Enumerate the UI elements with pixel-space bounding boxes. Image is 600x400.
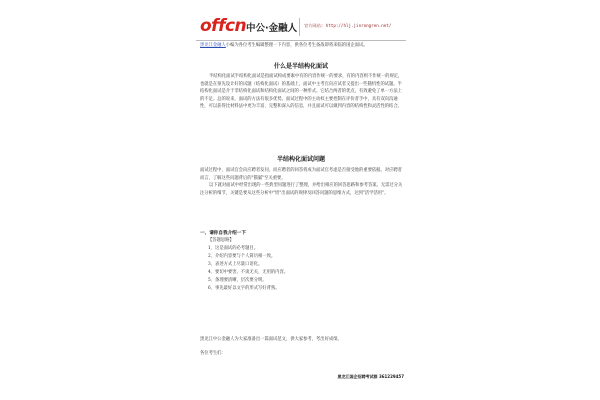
greeting-line: 各位考生们：	[200, 351, 226, 356]
section1-body	[200, 73, 404, 111]
exam-group-footer: 黑龙江国企招聘考试群 361229457	[337, 374, 404, 379]
list-item: 3、表述方式上尽量口语化。	[208, 262, 263, 267]
list-item: 1、这是面试的必考题目。	[208, 246, 258, 251]
list-item: 4、要切中要害，不谈无关、无用的内容。	[208, 270, 289, 275]
question1-title: 一、请你自我介绍一下	[200, 231, 246, 236]
section2-paragraph-1: 面试过程中，面试官会向应聘者发问，而应聘者的回答将成为面试官考虑是否接受他的重要依据。对应聘者而言，了解这些问题背后的"猫腻"至关重要。	[200, 168, 402, 181]
section1-title: 什么是半结构化面试	[273, 63, 328, 70]
list-item: 5、条理要清晰，层次要分明。	[208, 278, 267, 283]
list-item: 6、事先最好以文字的形式写好背熟。	[208, 286, 280, 291]
list-item: 【答题思路】	[208, 238, 234, 243]
page-header	[196, 14, 406, 40]
answer-tips-list	[208, 237, 398, 293]
intro-text: 小编为各位考生编辑整理一下内容，供各位考生备战即将来临的国企面试。	[225, 43, 368, 48]
section2-title: 半结构化面试问题	[276, 156, 325, 163]
official-site-label: 官方网站: http://hlj.jinrongren.net/	[304, 23, 392, 28]
section2-paragraph-2: 以下就对面试中经常出现的一些典型问题进行了整理，并给出相应的回答思路和参考答案。无需过分关注分析的细节，关键是要从这些分析中"悟"出面试的规律及回答问题的思维方式，达到"活学活用"。	[200, 183, 403, 196]
offcn-logo: offcn	[200, 16, 247, 36]
section2-body	[200, 167, 404, 197]
logo-chinese-name: 中公·金融人	[246, 23, 298, 34]
document-page	[196, 14, 406, 394]
list-item: 2、介绍内容要与个人简历相一致。	[208, 254, 276, 259]
header-divider	[299, 18, 300, 36]
intro-link[interactable]: 黑龙江金融人	[200, 43, 226, 48]
closing-line: 黑龙江中公金融人为大家准备出一篇面试范文，供大家参考，考出好成绩。	[200, 337, 342, 342]
intro-paragraph	[200, 42, 404, 50]
header-rule	[196, 40, 406, 41]
section1-paragraph: 半结构化面试半结构化面试是指面试构成要素中有的内容作统一的要求，有的内容则不作统一的规定，也就是在预先设计好的试题（结构化面试）的基础上，面试中主考官向应试者又提出一些随机性的试题。半结构化面试是介于非结构化面试和结构化面试之间的一种形式。它结合两者的优点，有效避免了单一方法上的不足。总的说来，面试的方法有很多优势。面试过程中的主动权主要控制在评价者手中，具有双向沟通性，可以获得比材料法中更为丰富、完整和深入的信息，并且面试可以做到内容的结构性和灵活性的结合。	[200, 74, 403, 110]
